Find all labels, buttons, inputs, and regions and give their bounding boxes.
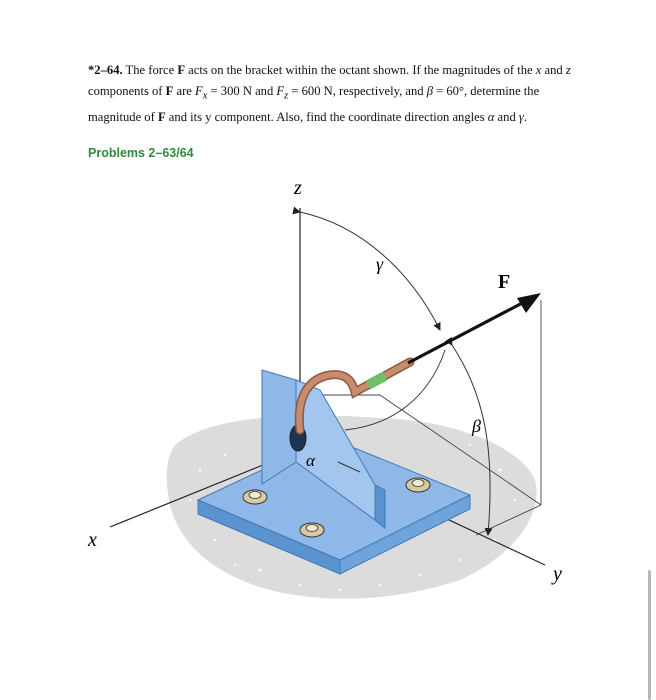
bracket-figure [0, 160, 656, 620]
force-label: F [498, 271, 511, 293]
gamma-label: γ [376, 254, 384, 274]
bolt-right [406, 478, 430, 492]
alpha-label: α [306, 451, 315, 470]
bracket-gusset-edge [375, 485, 385, 528]
force-vector [408, 300, 528, 363]
problem-number: *2–64. [88, 63, 123, 77]
gamma-arc [300, 212, 440, 330]
bolt-left [243, 490, 267, 504]
axis-label-z: z [294, 177, 302, 199]
axis-label-y: y [553, 563, 562, 585]
rod-collar [368, 376, 385, 385]
problem-statement: *2–64. The force F acts on the bracket within the octant shown. If the magnitudes of the x and z components of F are $F_x = 300$ N and $F_z = 600$ N, respectively, and β = 60°, determine the magnitude of F and its y component. Also, find the coordinate direction angles α and γ. [88, 63, 571, 124]
beta-label: β [472, 416, 481, 436]
bolt-front [300, 523, 324, 537]
axis-label-x: x [88, 529, 97, 551]
force-arrowhead [517, 293, 541, 313]
figure-caption: Problems 2–63/64 [88, 146, 194, 160]
scrollbar[interactable] [648, 570, 651, 700]
